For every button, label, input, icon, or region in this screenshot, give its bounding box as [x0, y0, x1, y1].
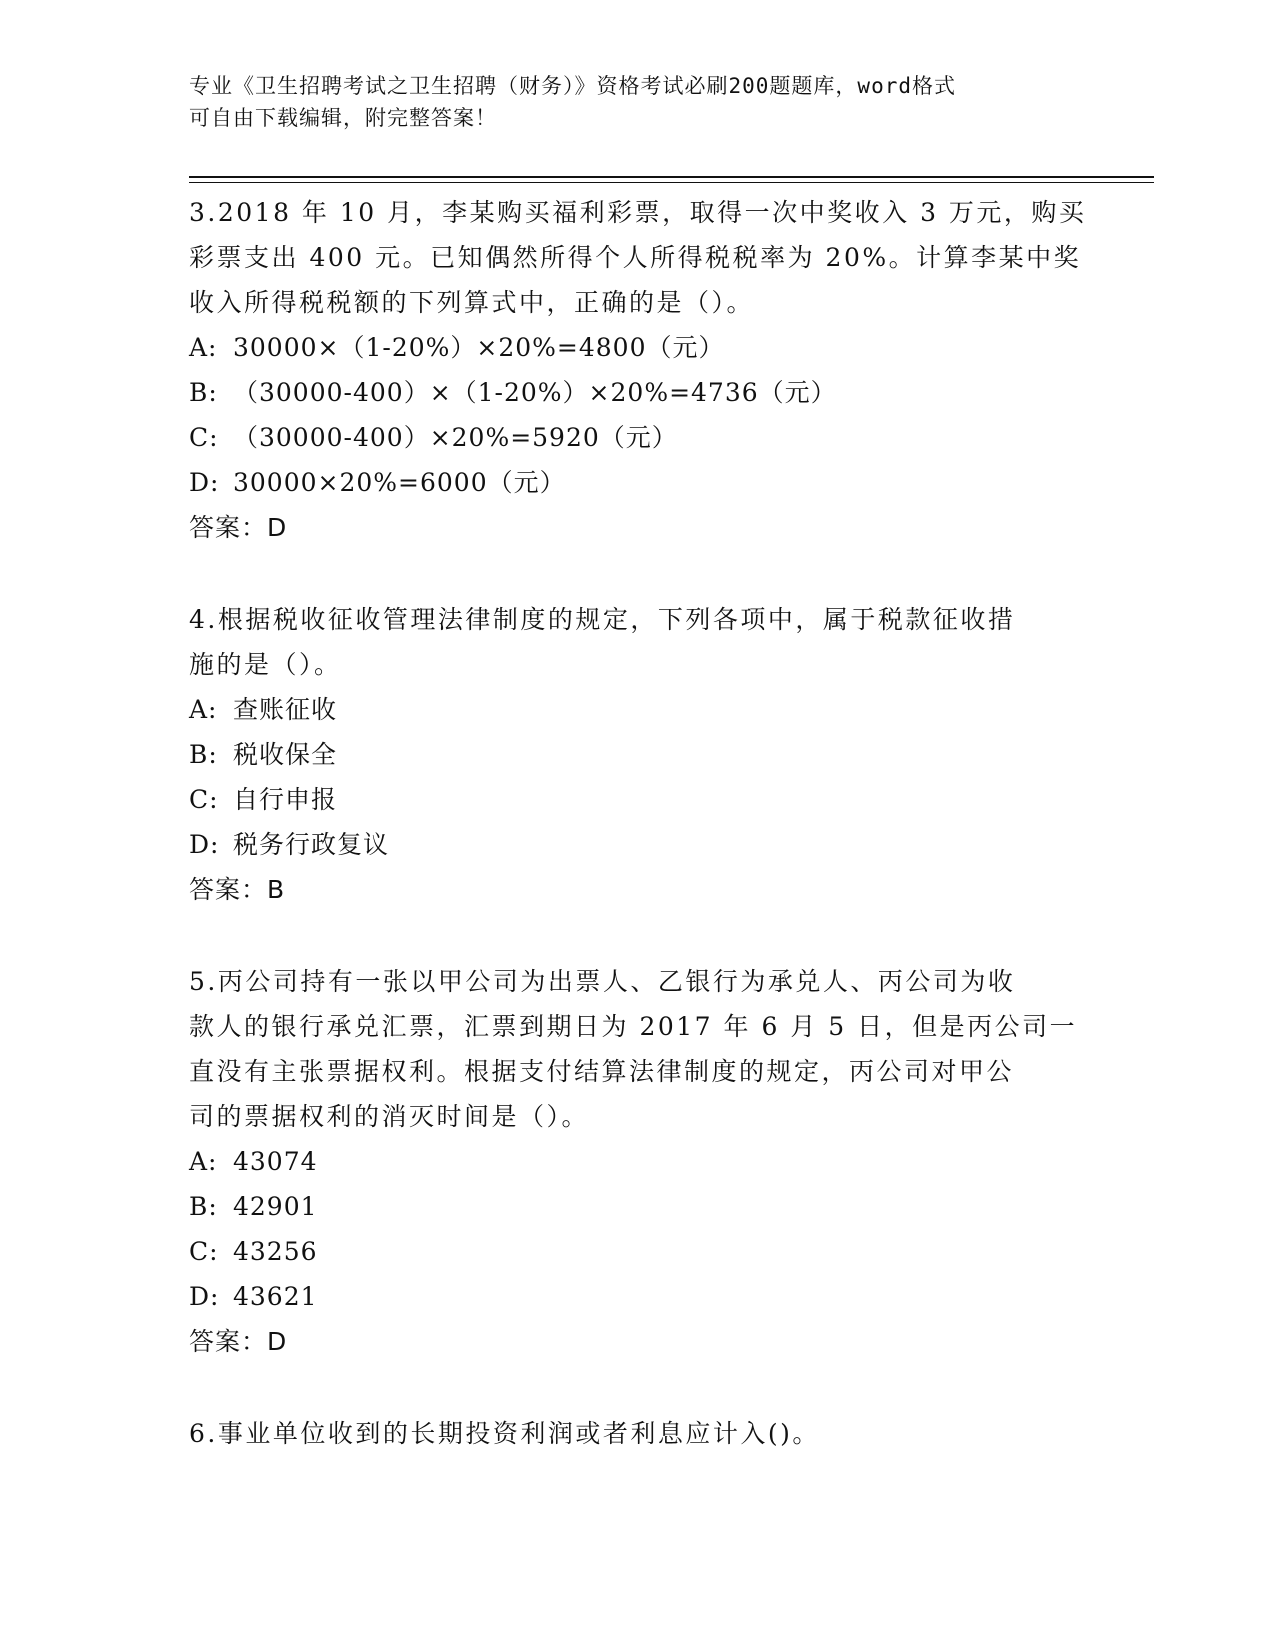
answer-line: 答案：B [189, 875, 286, 904]
question-stem-line: 5.丙公司持有一张以甲公司为出票人、乙银行为承兑人、丙公司为收 [189, 967, 1016, 996]
option-c [189, 777, 1089, 822]
option-key: D: [189, 468, 220, 497]
answer-line: 答案：D [189, 1327, 288, 1356]
option-text: （30000-400）×（1-20%）×20%=4736（元） [233, 378, 837, 407]
option-c [189, 1229, 1089, 1274]
option-b [189, 732, 1089, 777]
option-text: 税务行政复议 [233, 830, 390, 859]
option-text: （30000-400）×20%=5920（元） [233, 423, 678, 452]
option-key: C: [189, 785, 219, 814]
option-b [189, 370, 1089, 415]
option-key: A: [189, 695, 218, 724]
option-text: 30000×（1-20%）×20%=4800（元） [233, 333, 725, 362]
question-stem-line: 6.事业单位收到的长期投资利润或者利息应计入()。 [189, 1419, 820, 1448]
option-b [189, 1184, 1089, 1229]
option-text: 43621 [233, 1282, 318, 1311]
header-title-line-1: 专业《卫生招聘考试之卫生招聘（财务）》资格考试必刷200题题库，word格式 [189, 74, 956, 98]
question-stem-line: 3.2018 年 10 月，李某购买福利彩票，取得一次中奖收入 3 万元，购买 [189, 198, 1087, 227]
option-key: B: [189, 1192, 218, 1221]
option-a [189, 325, 1089, 370]
option-d [189, 460, 1089, 505]
option-d [189, 1274, 1089, 1319]
option-text: 42901 [233, 1192, 318, 1221]
option-key: D: [189, 830, 220, 859]
option-text: 自行申报 [233, 785, 338, 814]
option-text: 43074 [233, 1147, 318, 1176]
option-text: 43256 [233, 1237, 318, 1266]
question-stem [189, 597, 1089, 687]
answer-line: 答案：D [189, 513, 288, 542]
option-text: 30000×20%=6000（元） [233, 468, 566, 497]
option-key: A: [189, 333, 218, 362]
question-spacer [189, 550, 1089, 597]
header-divider-thin [189, 182, 1154, 183]
header-title-line-2: 可自由下载编辑，附完整答案！ [189, 106, 497, 130]
question-stem [189, 959, 1089, 1139]
option-key: C: [189, 423, 219, 452]
option-text: 税收保全 [233, 740, 338, 769]
option-key: B: [189, 378, 218, 407]
question-list [189, 190, 1089, 1456]
question-stem [189, 1411, 1089, 1456]
option-c [189, 415, 1089, 460]
option-a [189, 687, 1089, 732]
question-stem-line: 直没有主张票据权利。根据支付结算法律制度的规定，丙公司对甲公 [189, 1057, 1015, 1086]
option-key: D: [189, 1282, 220, 1311]
question-5 [189, 959, 1089, 1364]
question-stem-line: 4.根据税收征收管理法律制度的规定，下列各项中，属于税款征收措 [189, 605, 1016, 634]
question-stem-line: 施的是（）。 [189, 650, 342, 679]
header-divider-thick [189, 176, 1154, 178]
option-text: 查账征收 [233, 695, 338, 724]
question-spacer [189, 912, 1089, 959]
option-a [189, 1139, 1089, 1184]
question-stem [189, 190, 1089, 325]
question-4 [189, 597, 1089, 912]
question-3 [189, 190, 1089, 550]
question-spacer [189, 1364, 1089, 1411]
option-key: A: [189, 1147, 218, 1176]
option-key: C: [189, 1237, 219, 1266]
question-stem-line: 款人的银行承兑汇票，汇票到期日为 2017 年 6 月 5 日，但是丙公司一 [189, 1012, 1078, 1041]
question-stem-line: 司的票据权利的消灭时间是（）。 [189, 1102, 590, 1131]
option-key: B: [189, 740, 218, 769]
question-stem-line: 收入所得税税额的下列算式中，正确的是（）。 [189, 288, 755, 317]
question-stem-line: 彩票支出 400 元。已知偶然所得个人所得税税率为 20%。计算李某中奖 [189, 243, 1082, 272]
option-d [189, 822, 1089, 867]
document-header [189, 70, 1069, 134]
question-6 [189, 1411, 1089, 1456]
